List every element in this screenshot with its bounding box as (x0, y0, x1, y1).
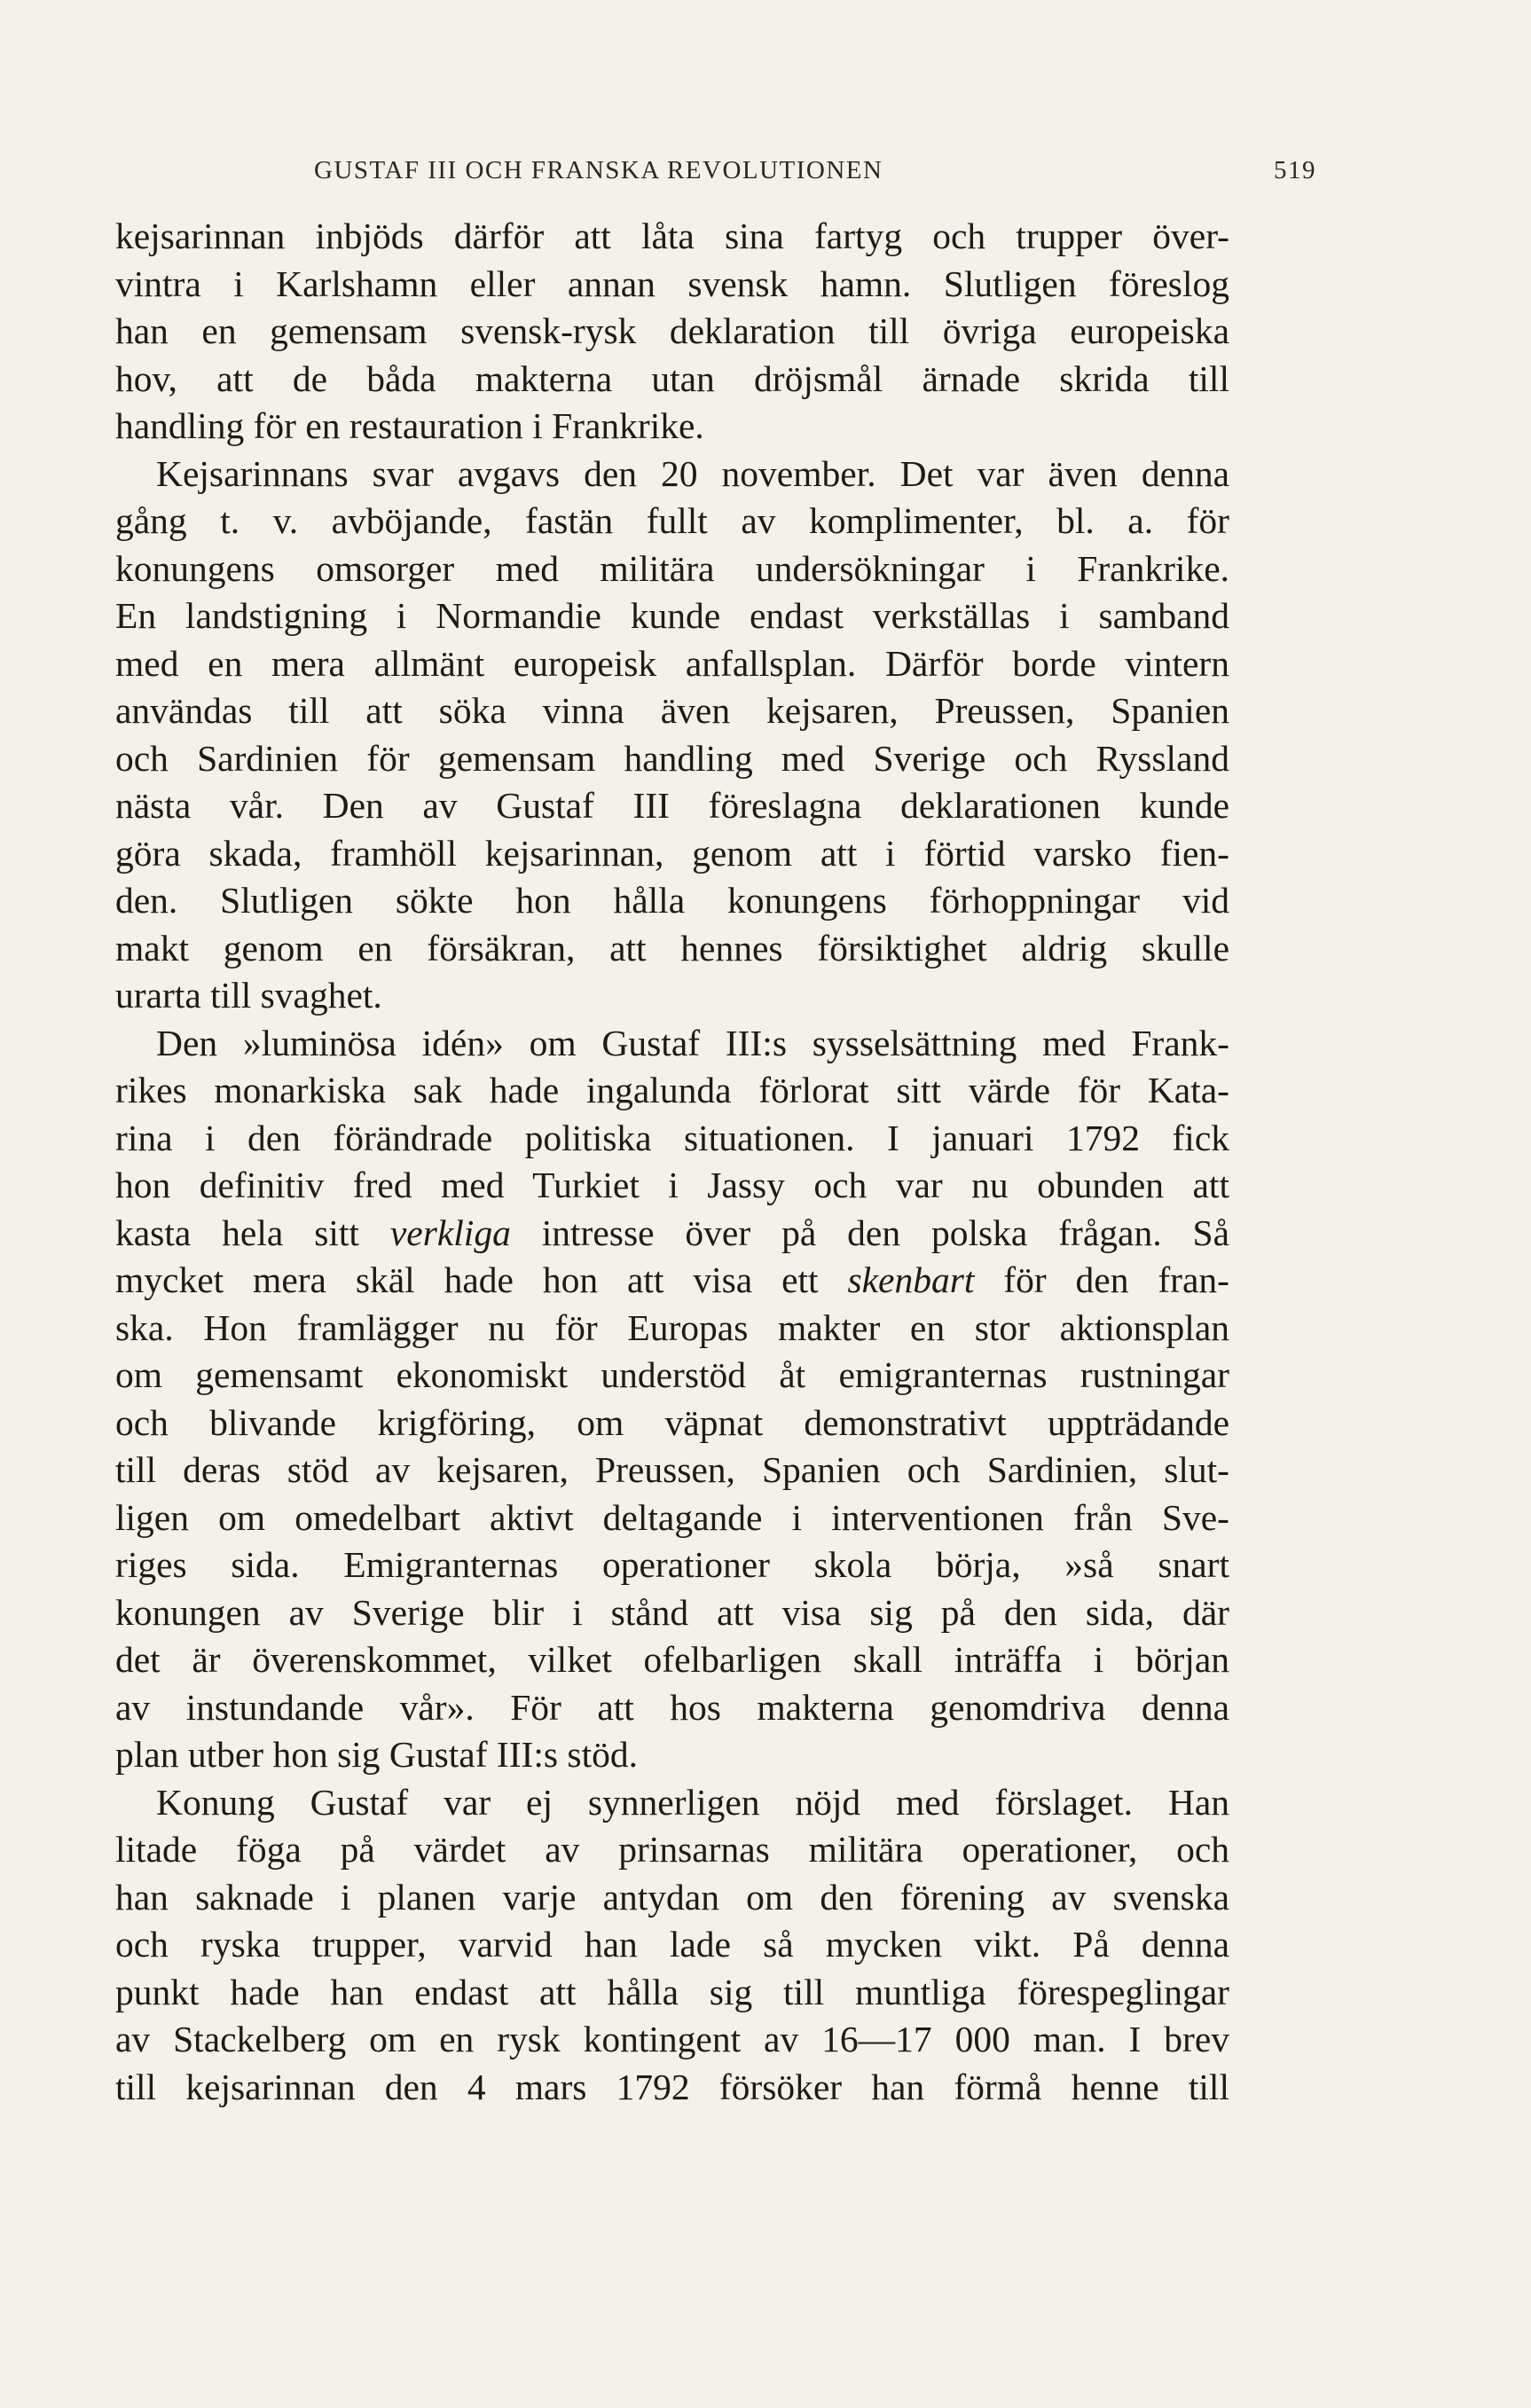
text-line: vintra i Karlshamn eller annan svensk hamn. Slutligen föreslog (115, 263, 1229, 304)
text-line: han en gemensam svensk-rysk deklaration till övriga europeiska (115, 310, 1229, 351)
text-line: punkt hade han endast att hålla sig till muntliga förespeglingar (115, 1971, 1229, 2012)
text-line: makt genom en försäkran, att hennes försiktighet aldrig skulle (115, 927, 1229, 969)
text-segment: för den fran- (974, 1259, 1229, 1300)
text-line: Kejsarinnans svar avgavs den 20 november. Det var även denna (156, 452, 1229, 494)
text-line: urarta till svaghet. (115, 975, 382, 1016)
text-line: riges sida. Emigranternas operationer skola börja, »så snart (115, 1544, 1229, 1585)
text-line: konungen av Sverige blir i stånd att visa sig på den sida, där (115, 1591, 1229, 1633)
text-line: det är överenskommet, vilket ofelbarligen skall inträffa i början (115, 1639, 1229, 1680)
text-line: hov, att de båda makterna utan dröjsmål ärnade skrida till (115, 357, 1229, 399)
emphasized-word: verkliga (389, 1212, 511, 1253)
text-line: ligen om omedelbart aktivt deltagande i interventionen från Sve- (115, 1496, 1229, 1538)
body-text (115, 213, 1229, 2111)
text-line: han saknade i planen varje antydan om den förening av svenska (115, 1876, 1229, 1918)
text-line: och Sardinien för gemensam handling med Sverige och Ryssland (115, 737, 1229, 779)
text-line: ska. Hon framlägger nu för Europas makter en stor aktionsplan (115, 1306, 1229, 1348)
running-head (314, 156, 1316, 192)
text-line: plan utber hon sig Gustaf III:s stöd. (115, 1734, 638, 1775)
text-line: konungens omsorger med militära undersökningar i Frankrike. (115, 547, 1229, 589)
text-line: och ryska trupper, varvid han lade så mycken vikt. På denna (115, 1924, 1229, 1965)
text-line: om gemensamt ekonomiskt understöd åt emigranternas rustningar (115, 1354, 1229, 1395)
text-segment: mycket mera skäl hade hon att visa ett (115, 1259, 848, 1300)
text-line: av instundande vår». För att hos makterna genomdriva denna (115, 1686, 1229, 1728)
text-line: Den »luminösa idén» om Gustaf III:s sysselsättning med Frank- (156, 1022, 1229, 1063)
text-line: litade föga på värdet av prinsarnas militära operationer, och (115, 1829, 1229, 1870)
running-title: GUSTAF III OCH FRANSKA REVOLUTIONEN (314, 156, 883, 184)
text-line: handling för en restauration i Frankrike. (115, 405, 704, 446)
text-line: kejsarinnan inbjöds därför att låta sina fartyg och trupper över- (115, 216, 1229, 256)
text-line: med en mera allmänt europeisk anfallsplan. Därför borde vintern (115, 642, 1229, 684)
text-line: användas till att söka vinna även kejsaren, Preussen, Spanien (115, 690, 1229, 731)
text-line: den. Slutligen sökte hon hålla konungens förhoppningar vid (115, 880, 1229, 921)
text-line: gång t. v. avböjande, fastän fullt av komplimenter, bl. a. för (115, 500, 1229, 541)
text-line (115, 1257, 1229, 1305)
text-line: och blivande krigföring, om väpnat demonstrativt uppträdande (115, 1401, 1229, 1443)
text-segment: kasta hela sitt (115, 1212, 390, 1253)
text-line: till deras stöd av kejsaren, Preussen, Spanien och Sardinien, slut- (115, 1449, 1229, 1490)
page-number: 519 (1274, 156, 1316, 184)
text-line: göra skada, framhöll kejsarinnan, genom att i förtid varsko fien- (115, 832, 1229, 874)
text-line: till kejsarinnan den 4 mars 1792 försöker han förmå henne till (115, 2066, 1229, 2107)
text-segment: intresse över på den polska frågan. Så (510, 1212, 1229, 1253)
text-line: nästa vår. Den av Gustaf III föreslagna deklarationen kunde (115, 785, 1229, 826)
text-line: Konung Gustaf var ej synnerligen nöjd med förslaget. Han (156, 1781, 1229, 1823)
text-line: av Stackelberg om en rysk kontingent av 16—17 000 man. I brev (115, 2019, 1229, 2059)
text-line: rikes monarkiska sak hade ingalunda förlorat sitt värde för Kata- (115, 1070, 1229, 1110)
text-line (115, 1210, 1229, 1258)
text-line: En landstigning i Normandie kunde endast verkställas i samband (115, 595, 1229, 636)
text-line: rina i den förändrade politiska situationen. I januari 1792 fick (115, 1117, 1229, 1158)
text-line: hon definitiv fred med Turkiet i Jassy och var nu obunden att (115, 1165, 1229, 1205)
emphasized-word: skenbart (847, 1259, 975, 1300)
